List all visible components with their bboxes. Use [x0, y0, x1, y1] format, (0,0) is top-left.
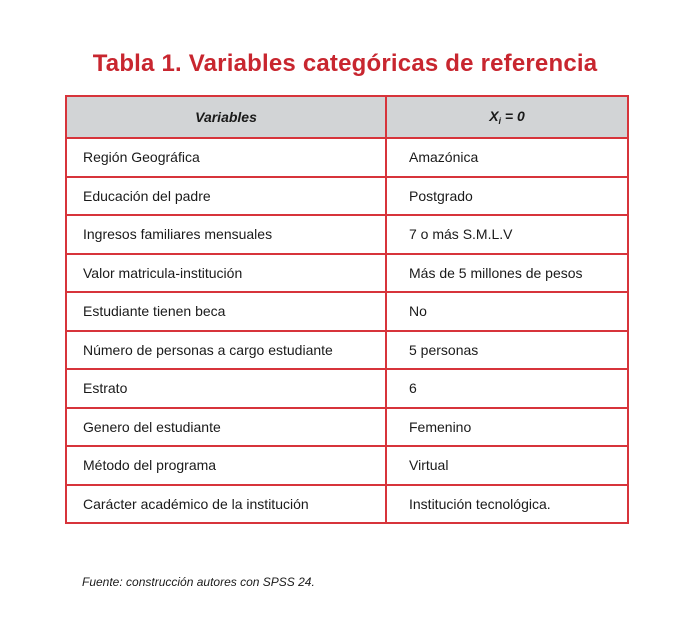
variable-cell: Valor matricula-institución: [66, 254, 386, 293]
variable-cell: Estrato: [66, 369, 386, 408]
variable-cell: Genero del estudiante: [66, 408, 386, 447]
header-equals-zero: = 0: [501, 108, 525, 124]
header-xi-symbol: [489, 108, 501, 124]
variable-cell: Región Geográfica: [66, 138, 386, 177]
variable-cell: Educación del padre: [66, 177, 386, 216]
source-note: Fuente: construcción autores con SPSS 24.: [82, 575, 315, 589]
header-x-letter: X: [489, 108, 499, 124]
value-cell: Más de 5 millones de pesos: [386, 254, 628, 293]
table-row: [66, 408, 628, 447]
value-cell: 5 personas: [386, 331, 628, 370]
table-title: Tabla 1. Variables categóricas de referencia: [92, 50, 598, 77]
variable-cell: Método del programa: [66, 446, 386, 485]
table-header-row: [66, 96, 628, 138]
table-row: [66, 177, 628, 216]
value-cell: 7 o más S.M.L.V: [386, 215, 628, 254]
table-row: [66, 331, 628, 370]
variable-cell: Ingresos familiares mensuales: [66, 215, 386, 254]
header-i-subscript: i: [498, 116, 502, 126]
table-row: [66, 215, 628, 254]
header-variables: Variables: [66, 96, 386, 138]
variables-table: [65, 95, 629, 524]
variable-cell: Carácter académico de la institución: [66, 485, 386, 524]
table-row: [66, 254, 628, 293]
value-cell: 6: [386, 369, 628, 408]
value-cell: Amazónica: [386, 138, 628, 177]
value-cell: Postgrado: [386, 177, 628, 216]
table-row: [66, 138, 628, 177]
table-row: [66, 485, 628, 524]
header-xi-equals-zero: [386, 96, 628, 138]
table-row: [66, 292, 628, 331]
table-row: [66, 446, 628, 485]
variable-cell: Estudiante tienen beca: [66, 292, 386, 331]
table-row: [66, 369, 628, 408]
value-cell: Femenino: [386, 408, 628, 447]
value-cell: Virtual: [386, 446, 628, 485]
value-cell: No: [386, 292, 628, 331]
value-cell: Institución tecnológica.: [386, 485, 628, 524]
variable-cell: Número de personas a cargo estudiante: [66, 331, 386, 370]
